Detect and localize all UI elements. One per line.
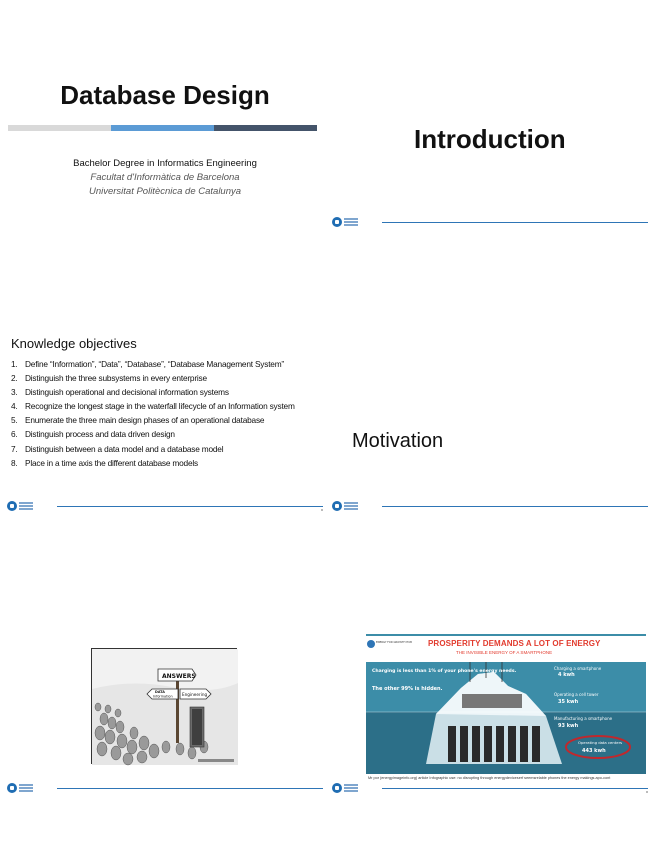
list-item: 6. Distinguish process and data driven design: [11, 429, 175, 440]
objectives-list: [11, 360, 321, 473]
list-item: 4. Recognize the longest stage in the waterfall lifecycle of an Information system: [11, 401, 295, 412]
sign-data: DATA: [155, 690, 165, 694]
item-value: 93 kwh: [558, 723, 579, 729]
slide-footer: [330, 216, 650, 230]
objectives-title: Knowledge objectives: [11, 336, 137, 351]
university-line: Universitat Politècnica de Catalunya: [88, 186, 242, 197]
slide-cartoon: [5, 600, 325, 840]
sign-information: Information: [153, 694, 173, 699]
sign-engineering: Engineering: [182, 692, 208, 697]
upc-logo-icon: [332, 782, 358, 794]
list-item: 1. Define “Information”, “Data”, “Database”, “Database Management System”: [11, 359, 284, 369]
deck-title: Database Design: [60, 80, 270, 110]
slide-motivation: [330, 322, 650, 562]
slide-footer: [330, 782, 650, 796]
list-item: 3. Distinguish operational and decisional information systems: [11, 387, 229, 398]
item-value: 35 kwh: [558, 699, 579, 705]
footer-divider: [382, 222, 648, 223]
title-bar-segment-blue: [111, 125, 214, 131]
slide-footer: [5, 782, 325, 796]
faculty-line: Facultat d'Informàtica de Barcelona: [90, 172, 240, 183]
list-item: 7. Distinguish between a data model and a database model: [11, 443, 224, 454]
infographic-header: [366, 636, 646, 662]
sign-answers: ANSWERS: [162, 673, 196, 680]
upc-logo-icon: [7, 782, 33, 794]
svg-text:ENERGY FOR GROWTH HUB: ENERGY FOR GROWTH HUB: [376, 641, 412, 644]
item-label: Manufacturing a smartphone: [554, 716, 613, 721]
infographic-caption: Mr por (energyimageinfo.org) article Infographic use: no disrupting through energydeviceserf seemsrelable phones the energy makings.apo-cont: [368, 776, 611, 780]
infographic-subheading: THE INVISIBLE ENERGY OF A SMARTPHONE: [456, 650, 553, 655]
footer-divider: [57, 506, 323, 507]
footer-divider: [57, 788, 323, 789]
note-charging: Charging is less than 1% of your phone's energy needs.: [372, 669, 517, 674]
infographic-heading: PROSPERITY DEMANDS A LOT OF ENERGY: [428, 639, 601, 648]
page-number-dot: [321, 509, 323, 511]
title-bar-segment-dark: [214, 125, 317, 131]
list-item: 2. Distinguish the three subsystems in every enterprise: [11, 373, 207, 384]
upc-logo-icon: [332, 216, 358, 228]
upc-logo-icon: [7, 500, 33, 512]
slide-footer: [5, 500, 325, 514]
list-item: 5. Enumerate the three main design phases of an operational database: [11, 415, 265, 426]
upc-logo-icon: [332, 500, 358, 512]
slide-introduction: [330, 42, 650, 282]
item-label: Charging a smartphone: [554, 666, 602, 671]
item-label: Operating a cell tower: [554, 692, 599, 697]
crowd-signpost-illustration: [92, 649, 238, 765]
note-hidden: The other 99% is hidden.: [372, 686, 443, 692]
degree-line: Bachelor Degree in Informatics Engineering: [73, 158, 257, 169]
title-bar-segment-grey: [8, 125, 111, 131]
cartoon-image: [91, 648, 237, 764]
footer-divider: [382, 788, 648, 789]
energy-hub-logo-icon: [366, 638, 412, 652]
slide-footer: [330, 500, 650, 514]
item-label: Operating data centers: [578, 740, 623, 745]
section-title: Motivation: [352, 430, 444, 452]
slide-knowledge-objectives: [5, 322, 325, 562]
item-value: 4 kwh: [558, 672, 575, 678]
footer-divider: [382, 506, 648, 507]
slide-energy-infographic: [330, 600, 650, 840]
item-value: 443 kwh: [582, 748, 606, 754]
section-title: Introduction: [414, 124, 566, 154]
slide-title: [5, 42, 325, 282]
page-number-dot: [646, 791, 648, 793]
list-item: 8. Place in a time axis the different database models: [11, 457, 198, 468]
